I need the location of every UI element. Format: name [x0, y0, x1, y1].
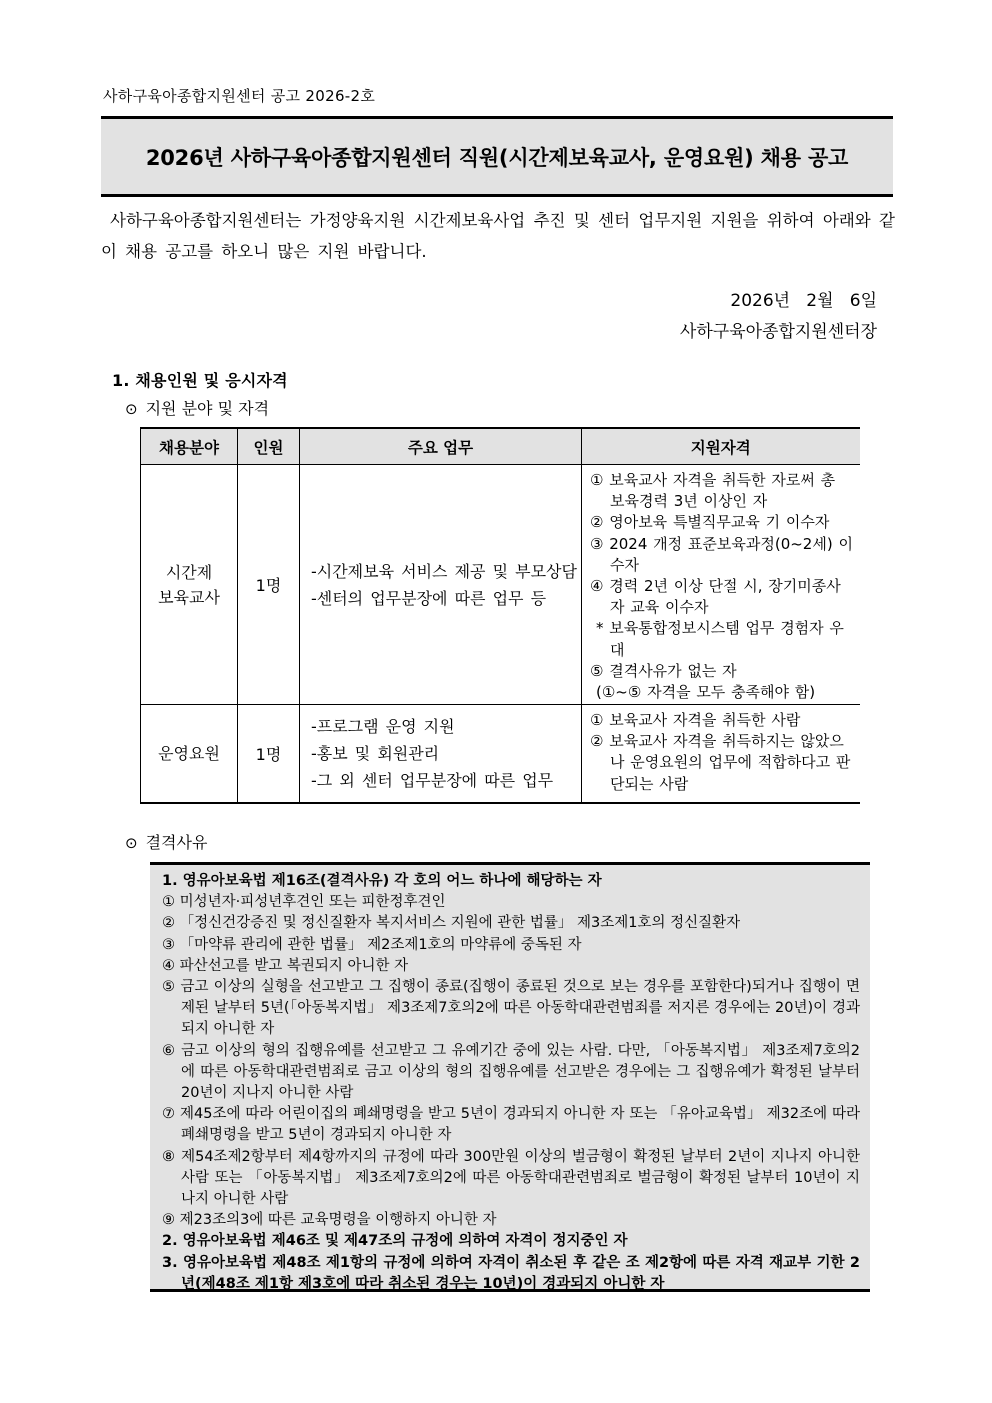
- col-header-duties: 주요 업무: [300, 428, 582, 465]
- col-header-field: 채용분야: [141, 428, 238, 465]
- signer-title: 사하구육아종합지원센터장: [679, 322, 877, 342]
- table-header-row: [141, 428, 860, 465]
- intro-paragraph: 사하구육아종합지원센터는 가정양육지원 시간제보육사업 추진 및 센터 업무지원 지원을 위하여 아래와 같이 채용 공고를 하오니 많은 지원 바랍니다.: [101, 211, 895, 261]
- col-header-count: 인원: [238, 428, 300, 465]
- circle-dot-bullet-icon: ⊙: [125, 400, 138, 418]
- cell-field: 시간제 보육교사: [141, 465, 238, 705]
- col-header-qualifications: 지원자격: [582, 428, 860, 465]
- circle-dot-bullet-icon: ⊙: [125, 834, 138, 852]
- announcement-date: 2026년 2월 6일: [730, 291, 877, 311]
- section-1-heading: 1. 채용인원 및 응시자격: [112, 371, 288, 390]
- page-title: 2026년 사하구육아종합지원센터 직원(시간제보육교사, 운영요원) 채용 공고: [145, 145, 849, 170]
- bullet-disqualification-label: 결격사유: [145, 833, 208, 852]
- cell-duties: -프로그램 운영 지원 -홍보 및 회원관리 -그 외 센터 업무분장에 따른 업무: [300, 705, 582, 804]
- disqualification-box: 1. 영유아보육법 제16조(결격사유) 각 호의 어느 하나에 해당하는 자 ① 미성년자·피성년후견인 또는 피한정후견인 ② 「정신건강증진 및 정신질환자 복지서비스 지원에 관한 법률」 제3조제1호의 정신질환자 ③ 「마약류 관리에 관한 법률」 제2조제1호의 마약류에 중독된 자 ④ 파산선고를 받고 복권되지 아니한 자 ⑤ 금고 이상의 실형을 선고받고 그 집행이 종료(집행이 종료된 것으로 보는 경우를 포함한다)되거나 집행이 면제된 날부터 5년(「아동복지법」 제3조제7호의2에 따른 아동학대관련범죄를 저지른 경우에는 20년)이 경과되지 아니한 자 ⑥ 금고 이상의 형의 집행유예를 선고받고 그 유예기간 중에 있는 사람. 다만, 「아동복지법」 제3조제7호의2에 따른 아동학대관련범죄로 금고 이상의 형의 집행유예를 선고받은 경우에는 그 집행유예가 확정된 날부터 20년이 지나지 아니한 사람 ⑦ 제45조에 따라 어린이집의 폐쇄명령을 받고 5년이 경과되지 아니한 자 또는 「유아교육법」 제32조에 따라 폐쇄명령을 받고 5년이 경과되지 아니한 자 ⑧ 제54조제2항부터 제4항까지의 규정에 따라 300만원 이상의 벌금형이 확정된 날부터 2년이 지나지 아니한 사람 또는 「아동복지법」 제3조제7호의2에 따른 아동학대관련범죄로 벌금형이 확정된 날부터 10년이 지나지 아니한 사람 ⑨ 제23조의3에 따른 교육명령을 이행하지 아니한 자 2. 영유아보육법 제46조 및 제47조의 규정에 의하여 자격이 정지중인 자 3. 영유아보육법 제48조 제1항의 규정에 의하여 자격이 취소된 후 같은 조 제2항에 따른 자격 재교부 기한 2년(제48조 제1항 제3호에 따라 취소된 경우는 10년)이 경과되지 아니한 자: [150, 862, 870, 1292]
- notice-number: 사하구육아종합지원센터 공고 2026-2호: [103, 87, 376, 105]
- title-box: [101, 116, 893, 197]
- bullet-support-fields: [125, 396, 269, 419]
- bullet-disqualification: [125, 830, 207, 853]
- cell-qualifications: ① 보육교사 자격을 취득한 자로써 총 보육경력 3년 이상인 자 ② 영아보육 특별직무교육 기 이수자 ③ 2024 개정 표준보육과정(0~2세) 이수자 ④ 경력 2년 이상 단절 시, 장기미종사자 교육 이수자 * 보육통합정보시스템 업무 경험자 우대 ⑤ 결격사유가 없는 자 (①~⑤ 자격을 모두 충족해야 함): [582, 465, 860, 705]
- cell-duties: -시간제보육 서비스 제공 및 부모상담 -센터의 업무분장에 따른 업무 등: [300, 465, 582, 705]
- cell-count: 1명: [238, 705, 300, 804]
- recruitment-table: [140, 427, 860, 804]
- cell-field: 운영요원: [141, 705, 238, 804]
- table-row-parttime-teacher: [141, 465, 860, 705]
- cell-count: 1명: [238, 465, 300, 705]
- table-row-operation-staff: [141, 705, 860, 804]
- bullet-support-fields-label: 지원 분야 및 자격: [145, 399, 270, 418]
- cell-qualifications: ① 보육교사 자격을 취득한 사람 ② 보육교사 자격을 취득하지는 않았으나 운영요원의 업무에 적합하다고 판단되는 사람: [582, 705, 860, 804]
